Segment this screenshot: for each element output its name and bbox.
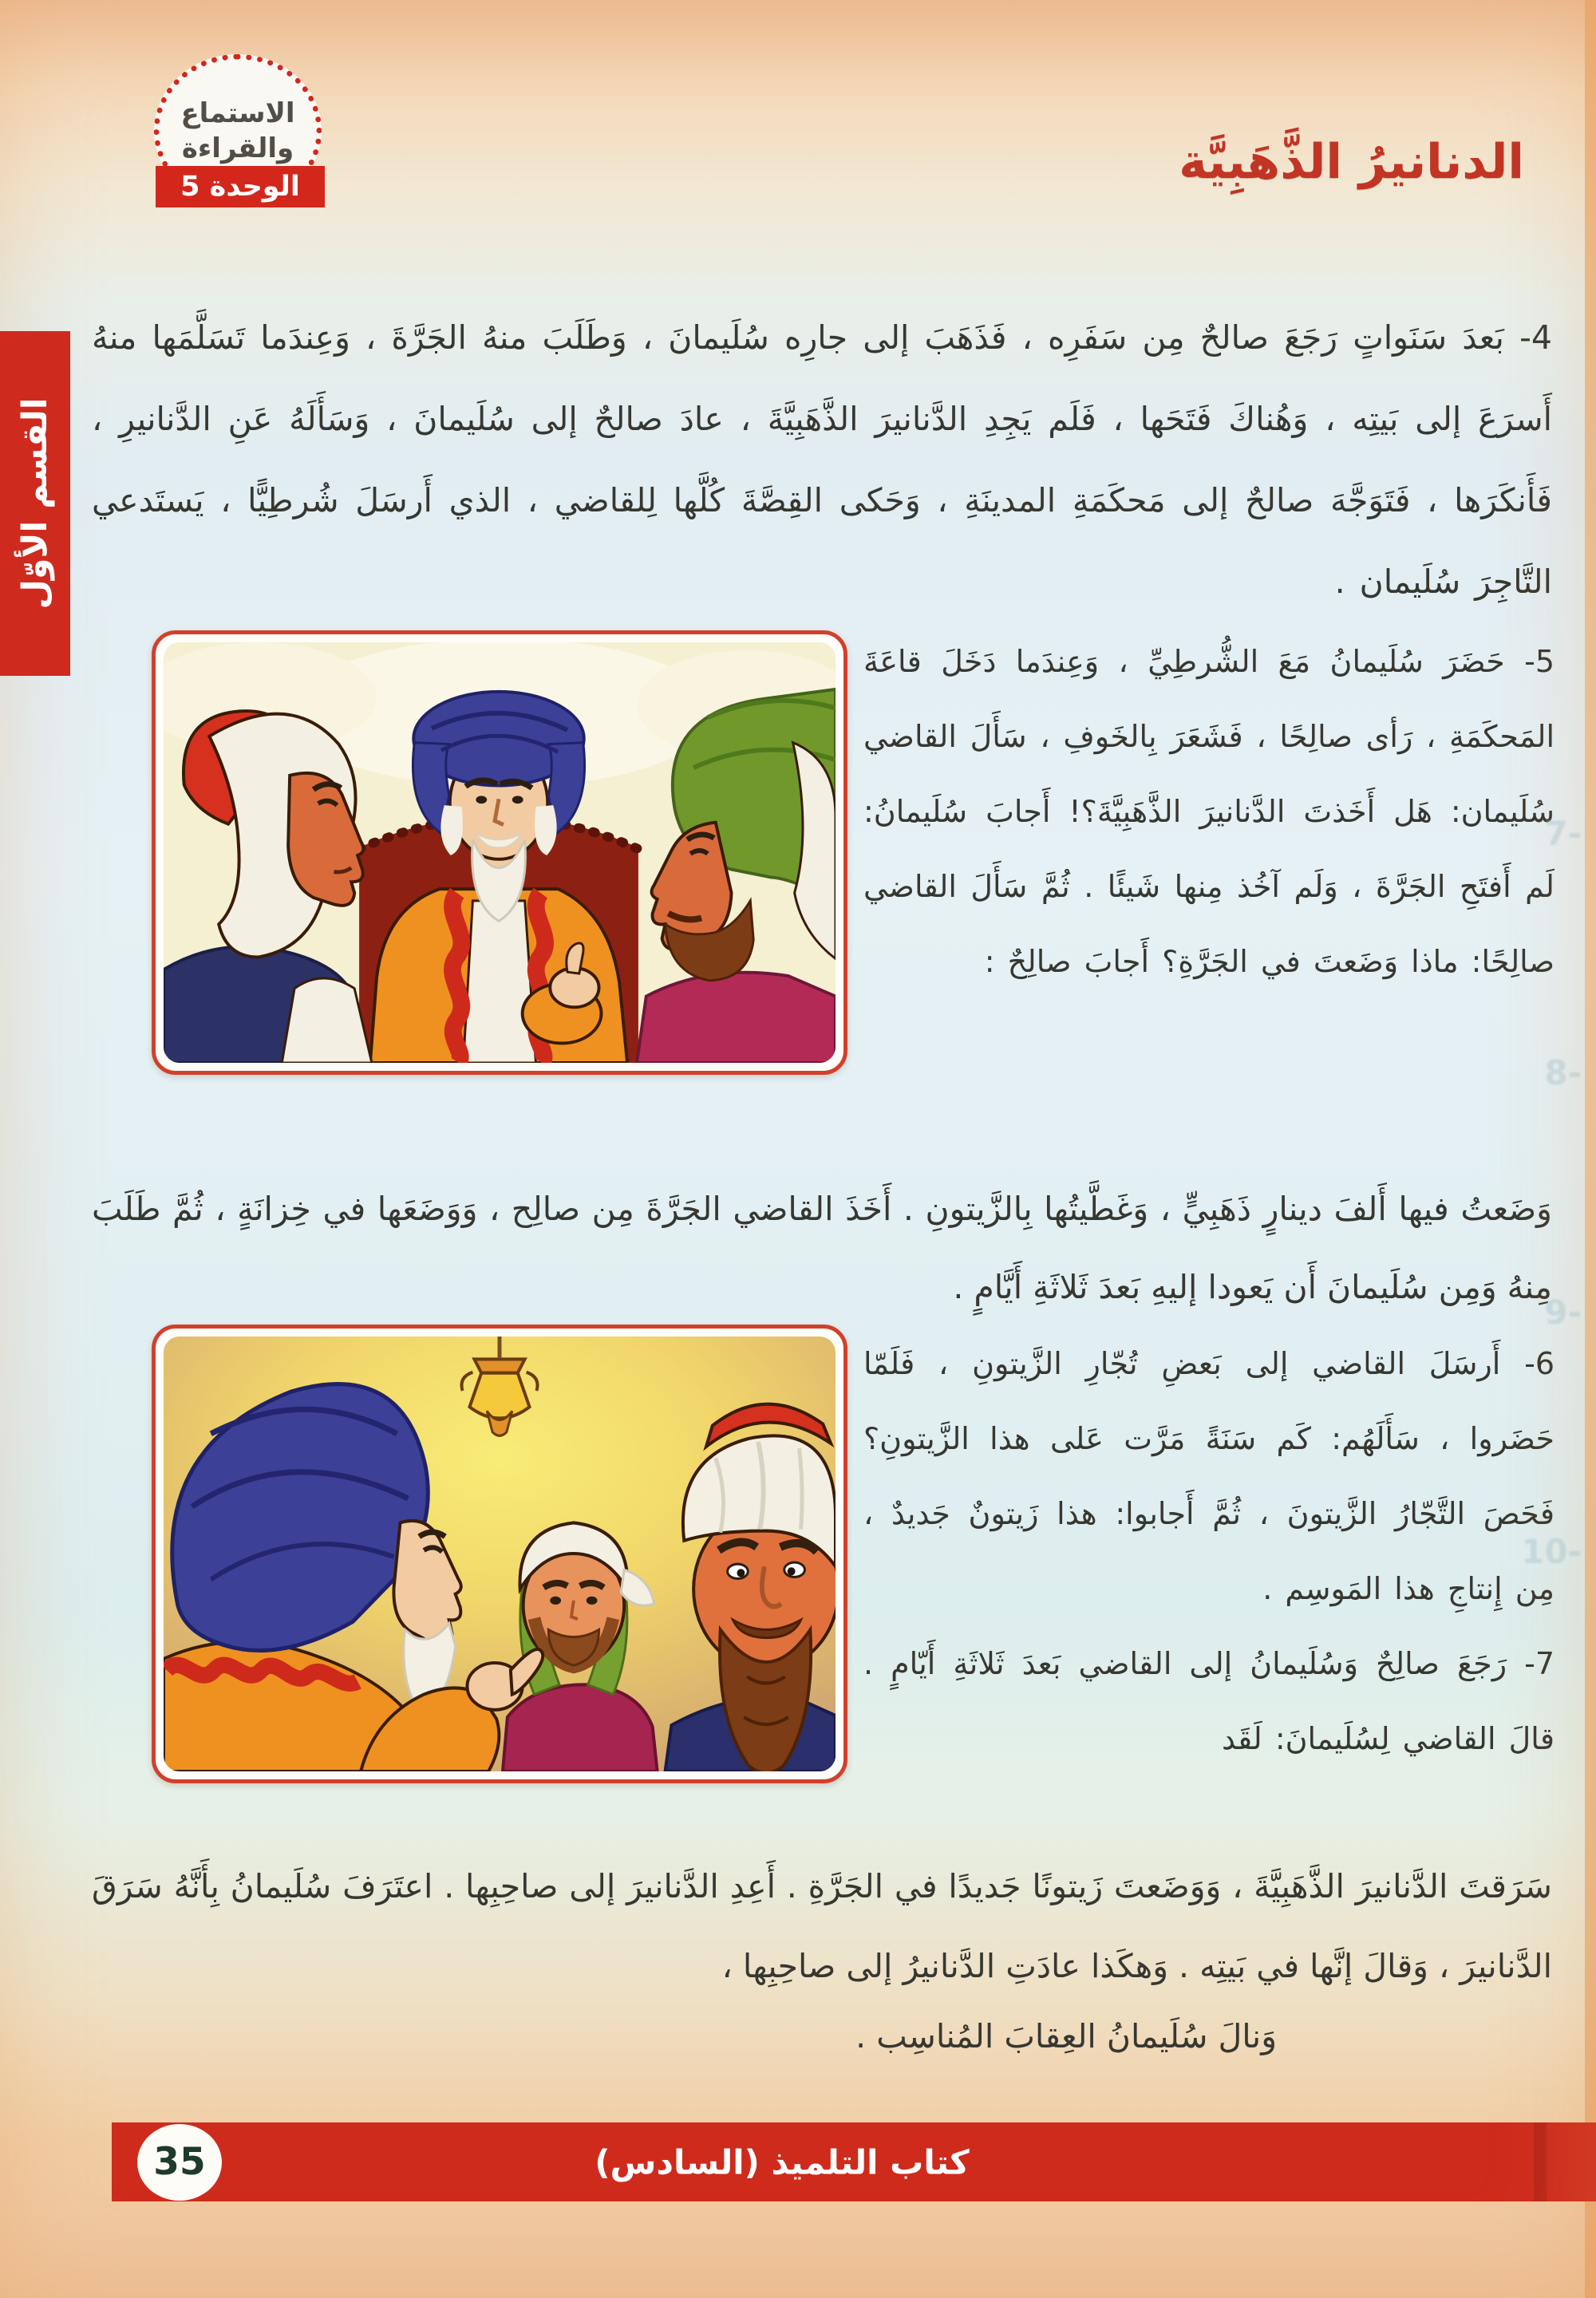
court-scene-drawing xyxy=(164,642,836,1063)
section-banner-label: القسم الأوّل xyxy=(15,397,55,610)
page-title: الدنانيرُ الذَّهَبِيَّة xyxy=(1179,134,1524,190)
badge-line1: الاستماع xyxy=(180,97,295,129)
story-paragraph-7-last-line: وَنالَ سُلَيمانُ العِقابَ المُناسِب . xyxy=(855,2017,1277,2055)
section-banner xyxy=(0,331,70,676)
story-paragraph-7-continued: سَرَقتَ الدَّنانيرَ الذَّهَبِيَّةَ ، وَوَضَعتَ زَيتونًا جَديدًا في الجَرَّةِ . أَعِدِ الدَّنانيرَ إلى صاحِبِها . اعتَرَفَ سُلَيمانُ بِأَنَّهُ سَرَقَ الدَّنانيرَ ، وَقالَ إنَّها في بَيتِه . وَهكَذا عادَتِ الدَّنانيرُ إلى صاحِبِها ، xyxy=(92,1867,1552,1985)
story-paragraphs-6-7 xyxy=(863,1326,1555,1843)
book-title: كتاب التلميذ (السادس) xyxy=(595,2142,970,2182)
ghost-number: -10 xyxy=(1521,1532,1582,1571)
badge-line2: والقراءة xyxy=(181,132,294,164)
page-number: 35 xyxy=(137,2124,222,2201)
story-paragraph-7: 7- رَجَعَ صالِحٌ وَسُلَيمانُ إلى القاضي بَعدَ ثَلاثَةِ أَيّامٍ . قالَ القاضي لِسُلَيمانَ: لَقَد xyxy=(863,1646,1555,1756)
ghost-number: -8 xyxy=(1544,1053,1582,1092)
footer-bar xyxy=(112,2122,1596,2201)
unit-badge: الوحدة 5 xyxy=(156,166,325,207)
illustration-court-scene-1 xyxy=(152,630,847,1075)
story-paragraph-5-continued: وَضَعتُ فيها أَلفَ دينارٍ ذَهَبِيٍّ ، وَغَطَّيتُها بِالزَّيتونِ . أَخَذَ القاضي الجَرَّةَ مِن صالِح ، وَوَضَعَها في خِزانَةٍ ، ثُمَّ طَلَبَ مِنهُ وَمِن سُلَيمانَ أَن يَعودا إليهِ بَعدَ ثَلاثَةِ أَيَّامٍ . xyxy=(92,1190,1552,1306)
judge-pointing-drawing xyxy=(164,1337,836,1771)
story-paragraph-6: 6- أَرسَلَ القاضي إلى بَعضِ تُجّارِ الزَّيتونِ ، فَلَمّا حَضَروا ، سَأَلَهُم: كَم سَنَةً مَرَّت عَلى هذا الزَّيتونِ؟ فَحَصَ التَّجّارُ الزَّيتونَ ، ثُمَّ أَجابوا: هذا زَيتونٌ جَديدٌ ، مِن إِنتاجِ هذا المَوسِم . xyxy=(863,1346,1555,1606)
story-paragraph-5: 5- حَضَرَ سُلَيمانُ مَعَ الشُّرطِيِّ ، وَعِندَما دَخَلَ قاعَةَ المَحكَمَةِ ، رَأى صالِحًا ، فَشَعَرَ بِالخَوفِ ، سَأَلَ القاضي سُلَيمان: هَل أَخَذتَ الدَّنانيرَ الذَّهَبِيَّةَ؟! أَجابَ سُلَيمانُ: لَم أَفتَحِ الجَرَّةَ ، وَلَم آخُذ مِنها شَيئًا . ثُمَّ سَأَلَ القاضي صالِحًا: ماذا وَضَعتَ في الجَرَّةِ؟ أَجابَ صالِحٌ : xyxy=(863,644,1555,979)
story-paragraph-4: 4- بَعدَ سَنَواتٍ رَجَعَ صالحٌ مِن سَفَرِه ، فَذَهَبَ إلى جارِه سُلَيمانَ ، وَطَلَبَ منهُ الجَرَّةَ ، وَعِندَما تَسَلَّمَها منهُ أَسرَعَ إلى بَيتِه ، وَهُناكَ فَتَحَها ، فَلَم يَجِدِ الدَّنانيرَ الذَّهَبِيَّةَ ، عادَ صالحٌ إلى سُلَيمانَ ، وَسَأَلَهُ عَنِ الدَّنانيرِ ، فَأَنكَرَها ، فَتَوَجَّهَ صالحٌ إلى مَحكَمَةِ المدينَةِ ، وَحَكى القِصَّةَ كُلَّها لِلقاضي ، الذي أَرسَلَ شُرطِيًّا ، يَستَدعي التَّاجِرَ سُلَيمان . xyxy=(92,318,1552,601)
scan-edge xyxy=(1585,0,1596,2298)
ghost-number: -9 xyxy=(1544,1293,1582,1332)
illustration-court-scene-2 xyxy=(152,1325,847,1783)
ghost-number: -7 xyxy=(1544,814,1582,853)
